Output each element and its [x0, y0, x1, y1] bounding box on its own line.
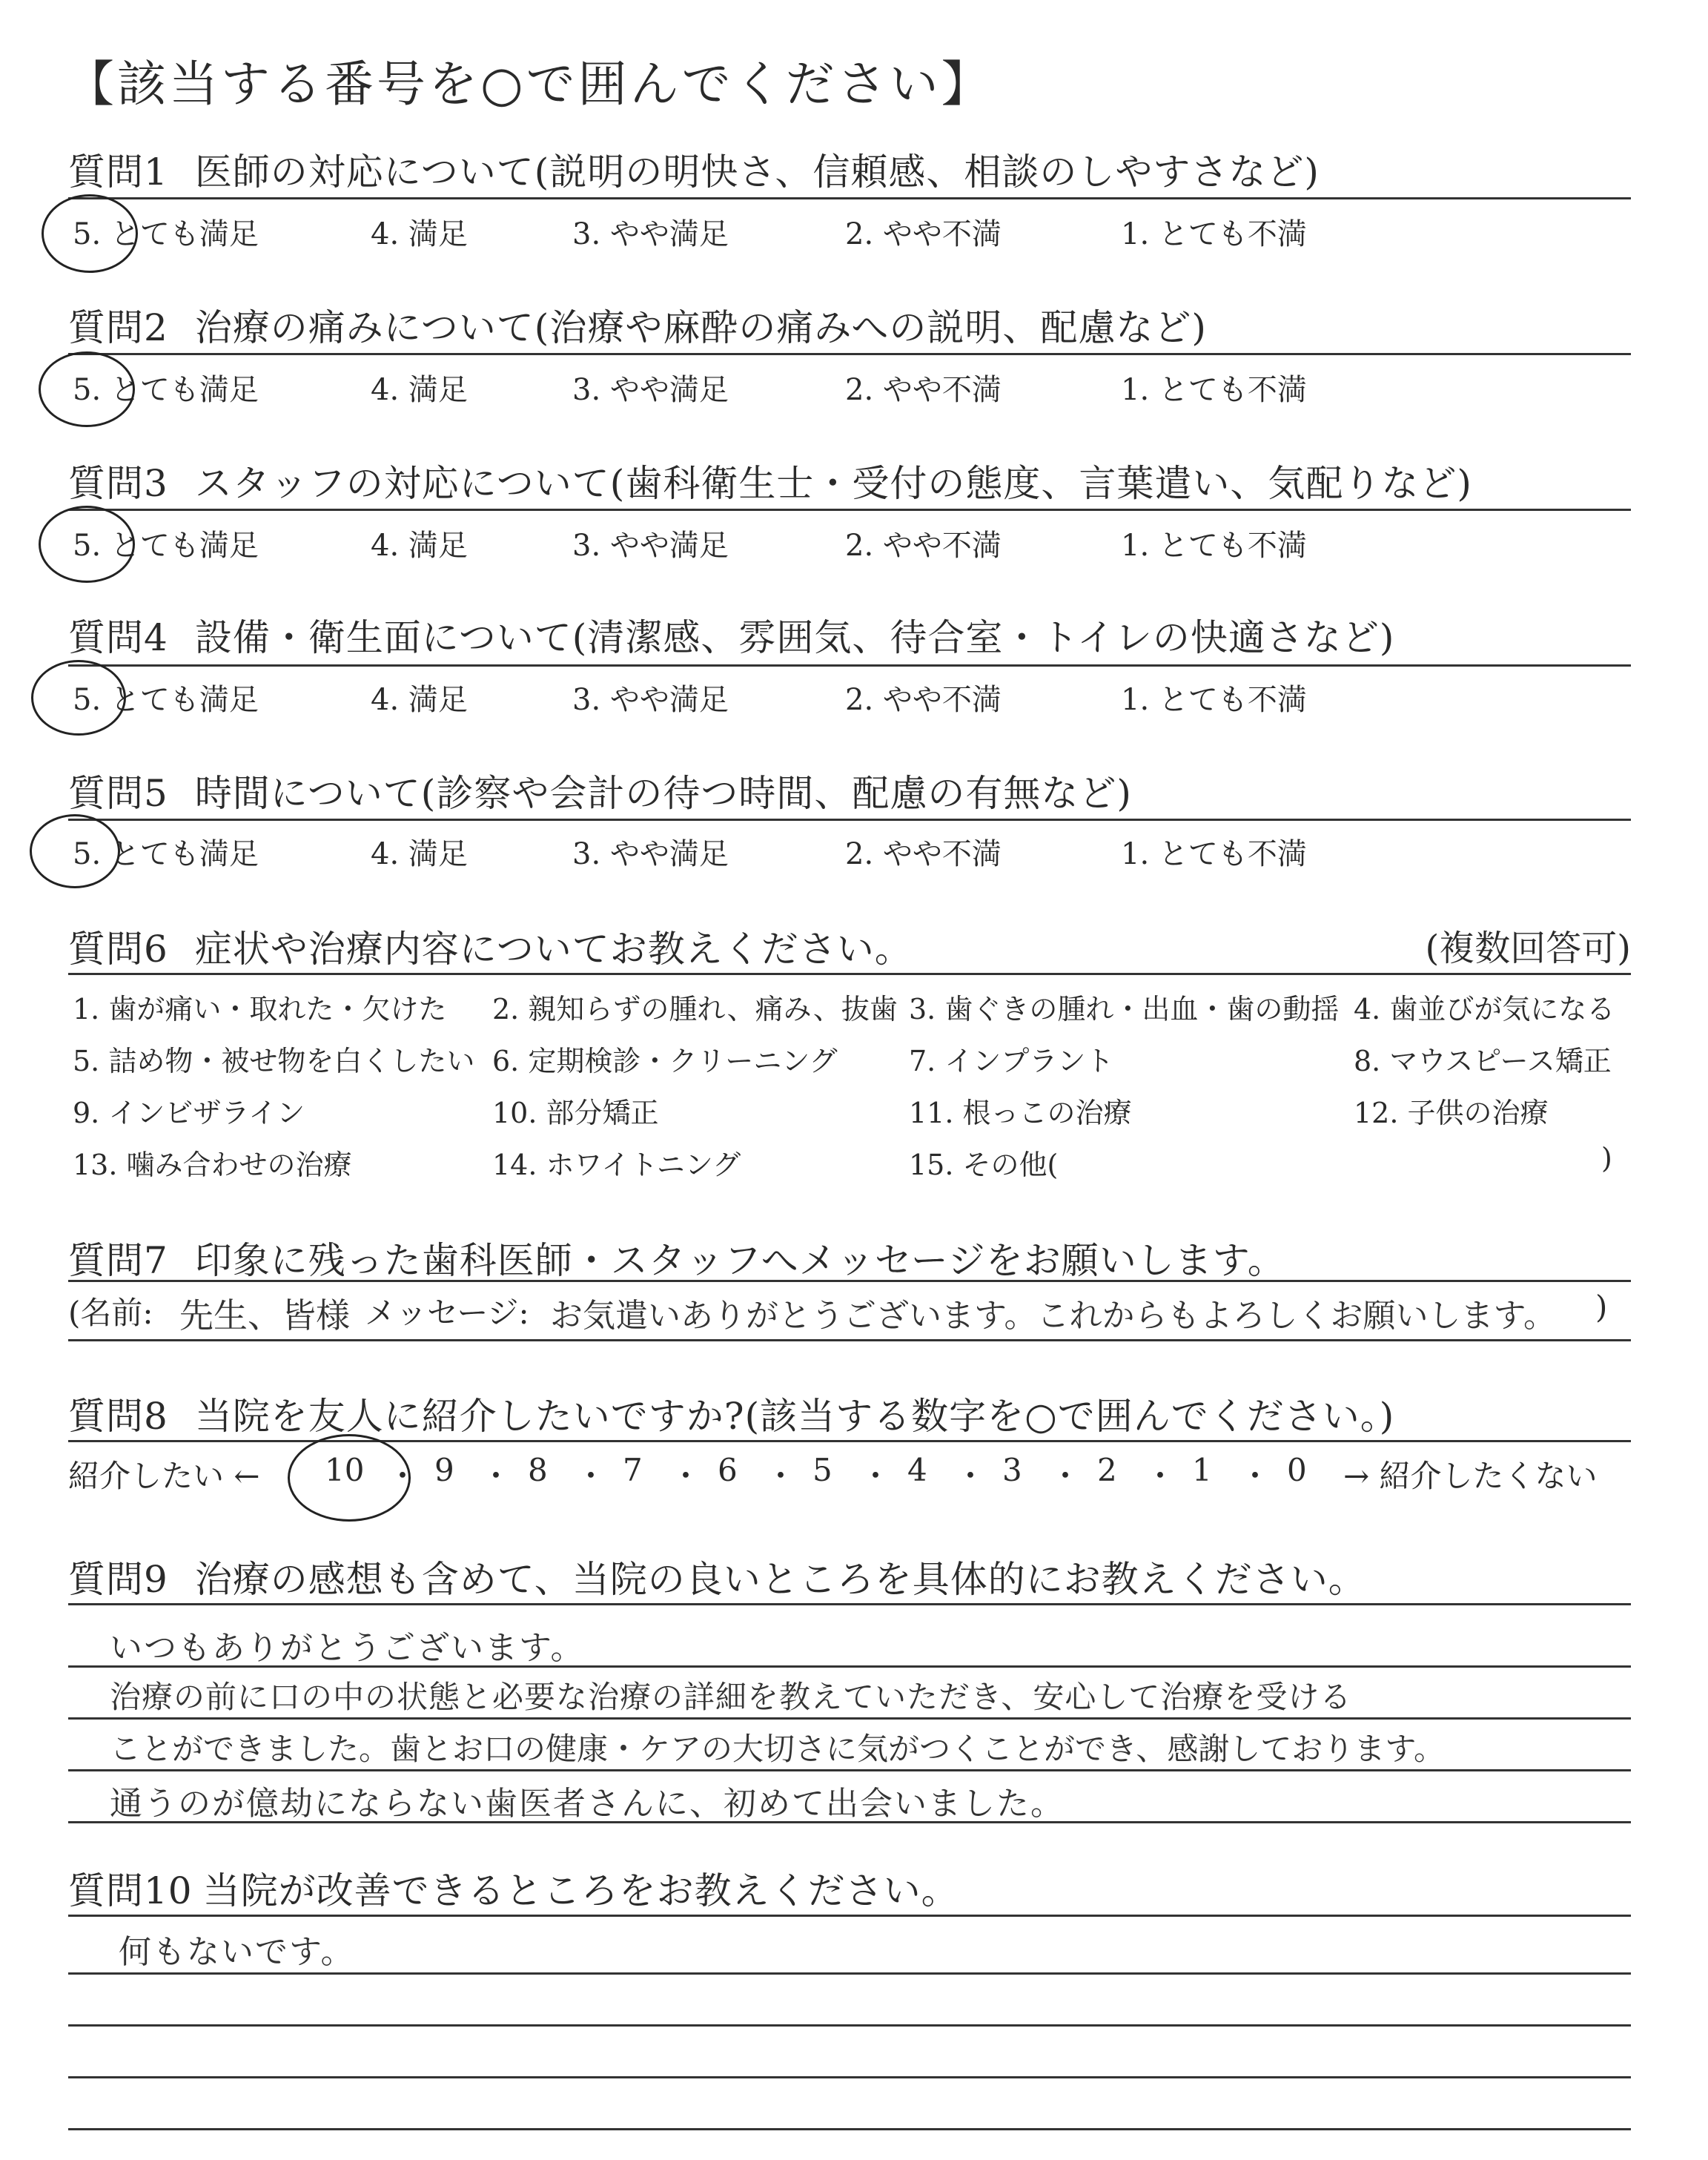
option-5[interactable]: 5. とても満足	[73, 373, 259, 407]
option-3[interactable]: 3. やや満足	[572, 373, 729, 407]
question-number: 質問7	[68, 1239, 168, 1282]
option-3[interactable]: 3. やや満足	[572, 217, 729, 251]
selection-circle	[31, 660, 126, 736]
divider	[68, 1972, 1631, 1975]
question-text: 当院が改善できるところをお教えください。	[202, 1869, 959, 1912]
message-line	[68, 1289, 1631, 1336]
question-3-options	[68, 522, 1631, 567]
selection-circle	[42, 194, 138, 273]
scale-value-8[interactable]: 8	[528, 1452, 548, 1488]
option-4[interactable]: 4. 満足	[371, 837, 468, 871]
question-6-options	[73, 986, 1637, 1194]
scale-dot: ・	[765, 1458, 797, 1494]
option-1[interactable]: 1. とても不満	[1121, 217, 1307, 251]
form-title: 【該当する番号を○で囲んでください】	[65, 56, 993, 113]
option-3[interactable]: 3. やや満足	[572, 529, 729, 563]
scale-dot: ・	[387, 1458, 419, 1494]
divider	[68, 1717, 1631, 1720]
divider	[68, 1280, 1631, 1282]
answer-line[interactable]: いつもありがとうございます。	[110, 1629, 585, 1667]
scale-dot: ・	[575, 1458, 607, 1494]
divider	[68, 1603, 1631, 1605]
question-6-heading	[68, 919, 913, 973]
checkbox-option[interactable]: 15. その他(	[909, 1149, 1059, 1181]
checkbox-option[interactable]: 12. 子供の治療	[1354, 1097, 1549, 1129]
divider	[68, 2128, 1631, 2130]
recommend-scale	[68, 1452, 1631, 1496]
question-2-heading	[68, 298, 1207, 351]
question-4-heading	[68, 608, 1394, 661]
scale-dot: ・	[1145, 1458, 1176, 1494]
question-number: 質問2	[68, 306, 168, 349]
question-9-heading	[68, 1550, 1366, 1603]
option-4[interactable]: 4. 満足	[371, 373, 468, 407]
question-text: 印象に残った歯科医師・スタッフへメッセージをお願いします。	[194, 1239, 1285, 1282]
option-2[interactable]: 2. やや不満	[845, 837, 1002, 871]
question-number: 質問8	[68, 1395, 168, 1438]
checkbox-option[interactable]: 3. 歯ぐきの腫れ・出血・歯の動揺	[909, 993, 1340, 1025]
checkbox-option[interactable]: 11. 根っこの治療	[909, 1097, 1132, 1129]
divider	[68, 1665, 1631, 1668]
question-text: スタッフの対応について(歯科衛生士・受付の態度、言葉遣い、気配りなど)	[194, 462, 1472, 505]
option-1[interactable]: 1. とても不満	[1121, 837, 1307, 871]
checkbox-option[interactable]: 13. 噛み合わせの治療	[73, 1149, 352, 1181]
divider	[68, 1821, 1631, 1823]
option-2[interactable]: 2. やや不満	[845, 529, 1002, 563]
scale-right-label: → 紹介したくない	[1343, 1458, 1598, 1494]
option-2[interactable]: 2. やや不満	[845, 683, 1002, 717]
divider	[68, 2076, 1631, 2078]
divider	[68, 2024, 1631, 2027]
scale-dot: ・	[1239, 1458, 1271, 1494]
divider	[68, 664, 1631, 667]
question-text: 時間について(診察や会計の待つ時間、配慮の有無など)	[194, 772, 1132, 815]
option-5[interactable]: 5. とても満足	[73, 217, 259, 251]
scale-value-6[interactable]: 6	[718, 1452, 738, 1488]
question-text: 医師の対応について(説明の明快さ、信頼感、相談のしやすさなど)	[194, 151, 1320, 194]
question-number: 質問1	[68, 151, 168, 194]
question-text: 治療の感想も含めて、当院の良いところを具体的にお教えください。	[194, 1558, 1366, 1601]
question-5-heading	[68, 764, 1132, 817]
scale-dot: ・	[1050, 1458, 1082, 1494]
option-4[interactable]: 4. 満足	[371, 529, 468, 563]
scale-value-7[interactable]: 7	[623, 1452, 643, 1488]
answer-line[interactable]: 治療の前に口の中の状態と必要な治療の詳細を教えていただき、安心して治療を受ける	[110, 1679, 1352, 1715]
scale-dot: ・	[480, 1458, 512, 1494]
divider	[68, 1915, 1631, 1917]
scale-value-0[interactable]: 0	[1287, 1452, 1307, 1488]
divider	[68, 509, 1631, 511]
scale-dot: ・	[955, 1458, 987, 1494]
checkbox-option[interactable]: 6. 定期検診・クリーニング	[492, 1045, 838, 1077]
checkbox-option[interactable]: 9. インビザライン	[73, 1097, 305, 1129]
divider	[68, 1440, 1631, 1442]
divider	[68, 973, 1631, 975]
name-label: (名前:	[68, 1295, 153, 1331]
selection-circle	[39, 351, 135, 427]
question-1-heading	[68, 142, 1320, 196]
divider	[68, 197, 1631, 199]
other-close-paren: )	[1601, 1142, 1612, 1175]
answer-line[interactable]: 通うのが億劫にならない歯医者さんに、初めて出会いました。	[110, 1785, 1065, 1823]
message-label: メッセージ:	[365, 1295, 529, 1331]
scale-value-2[interactable]: 2	[1097, 1452, 1117, 1488]
divider	[68, 353, 1631, 355]
checkbox-option[interactable]: 1. 歯が痛い・取れた・欠けた	[73, 993, 447, 1025]
option-1[interactable]: 1. とても不満	[1121, 373, 1307, 407]
divider	[68, 1339, 1631, 1341]
question-1-options	[68, 211, 1631, 255]
message-value[interactable]: お気遣いありがとうございます。これからもよろしくお願いします。	[550, 1297, 1556, 1335]
scale-left-label: 紹介したい ←	[68, 1458, 260, 1494]
question-text: 治療の痛みについて(治療や麻酔の痛みへの説明、配慮など)	[194, 306, 1207, 349]
answer-line[interactable]: ことができました。歯とお口の健康・ケアの大切さに気がつくことができ、感謝しております。	[110, 1731, 1445, 1767]
question-3-heading	[68, 454, 1472, 507]
scale-dot: ・	[860, 1458, 892, 1494]
option-4[interactable]: 4. 満足	[371, 217, 468, 251]
question-8-heading	[68, 1387, 1394, 1440]
scale-value-5[interactable]: 5	[812, 1452, 833, 1488]
option-4[interactable]: 4. 満足	[371, 683, 468, 717]
scale-dot: ・	[670, 1458, 702, 1494]
question-number: 質問3	[68, 462, 168, 505]
question-2-options	[68, 366, 1631, 411]
checkbox-option[interactable]: 8. マウスピース矯正	[1354, 1045, 1612, 1077]
checkbox-option[interactable]: 2. 親知らずの腫れ、痛み、抜歯	[492, 993, 898, 1025]
question-4-options	[68, 676, 1631, 721]
question-number: 質問6	[68, 928, 168, 971]
selection-circle	[39, 506, 135, 583]
multiple-answers-note: (複数回答可)	[1425, 928, 1631, 969]
checkbox-option[interactable]: 5. 詰め物・被せ物を白くしたい	[73, 1045, 475, 1077]
scale-value-10[interactable]: 10	[325, 1452, 365, 1488]
checkbox-option[interactable]: 14. ホワイトニング	[492, 1149, 741, 1181]
question-number: 質問9	[68, 1558, 168, 1601]
option-5[interactable]: 5. とても満足	[73, 837, 259, 871]
scale-value-9[interactable]: 9	[434, 1452, 454, 1488]
message-close-paren: )	[1595, 1289, 1608, 1325]
name-value[interactable]: 先生、皆様	[179, 1295, 350, 1335]
divider	[68, 819, 1631, 821]
option-5[interactable]: 5. とても満足	[73, 683, 259, 717]
question-5-options	[68, 830, 1631, 875]
question-7-heading	[68, 1231, 1285, 1284]
checkbox-option[interactable]: 10. 部分矯正	[492, 1097, 659, 1129]
option-5[interactable]: 5. とても満足	[73, 529, 259, 563]
option-3[interactable]: 3. やや満足	[572, 837, 729, 871]
question-text: 設備・衛生面について(清潔感、雰囲気、待合室・トイレの快適さなど)	[194, 616, 1395, 659]
option-2[interactable]: 2. やや不満	[845, 217, 1002, 251]
option-1[interactable]: 1. とても不満	[1121, 683, 1307, 717]
selection-circle	[30, 814, 120, 888]
scale-value-3[interactable]: 3	[1002, 1452, 1022, 1488]
option-2[interactable]: 2. やや不満	[845, 373, 1002, 407]
checkbox-option[interactable]: 7. インプラント	[909, 1045, 1114, 1077]
checkbox-option[interactable]: 4. 歯並びが気になる	[1354, 993, 1615, 1025]
question-number: 質問10	[68, 1869, 193, 1912]
question-text: 当院を友人に紹介したいですか?(該当する数字を○で囲んでください。)	[194, 1395, 1395, 1438]
selection-circle	[288, 1434, 411, 1522]
scale-value-1[interactable]: 1	[1192, 1452, 1212, 1488]
option-3[interactable]: 3. やや満足	[572, 683, 729, 717]
question-text: 症状や治療内容についてお教えください。	[194, 928, 913, 971]
question-number: 質問5	[68, 772, 168, 815]
scale-value-4[interactable]: 4	[907, 1452, 927, 1488]
divider	[68, 1769, 1631, 1771]
answer-line[interactable]: 何もないです。	[119, 1933, 355, 1971]
question-number: 質問4	[68, 616, 168, 659]
option-1[interactable]: 1. とても不満	[1121, 529, 1307, 563]
question-10-heading	[68, 1861, 959, 1915]
